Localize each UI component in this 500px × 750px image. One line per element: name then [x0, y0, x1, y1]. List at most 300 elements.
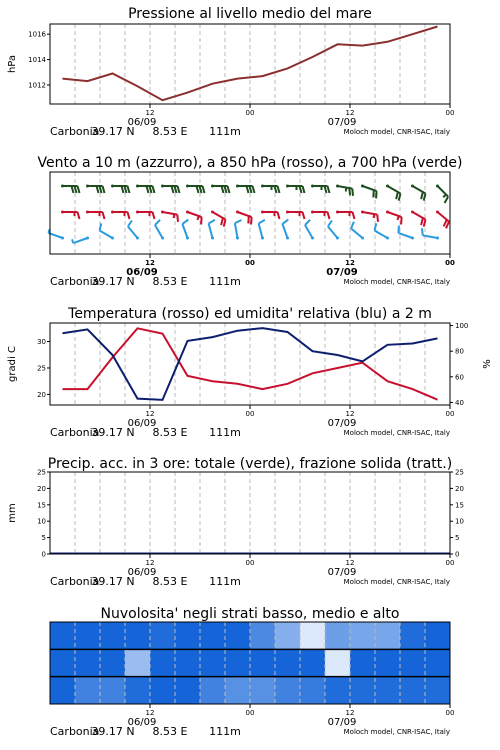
- cloud-cell: [275, 677, 301, 705]
- barb-flag: [128, 212, 130, 219]
- barb-origin: [286, 237, 289, 240]
- date-label: 06/09: [126, 267, 158, 278]
- x-tick-label: 00: [245, 410, 255, 418]
- barb-flag: [75, 186, 77, 193]
- x-tick-label: 00: [445, 410, 455, 418]
- barb-shaft: [305, 225, 313, 238]
- location-lat: 39.17 N: [91, 275, 135, 288]
- wind-barb: [305, 220, 314, 240]
- y-tick-label-right: 0: [455, 550, 460, 559]
- barb-origin: [411, 185, 414, 188]
- barb-origin: [211, 237, 214, 240]
- barb-flag: [153, 186, 155, 193]
- location-elev: 111m: [209, 725, 241, 738]
- barb-flag: [351, 222, 354, 229]
- cloud-cell: [100, 622, 126, 650]
- cloud-cell: [250, 649, 276, 677]
- barb-flag: [421, 218, 423, 225]
- barb-origin: [261, 237, 264, 240]
- barb-origin: [186, 211, 189, 214]
- location-lat: 39.17 N: [91, 575, 135, 588]
- barb-flag: [328, 186, 330, 193]
- wind-barb: [386, 211, 402, 225]
- barb-origin: [61, 185, 64, 188]
- barb-flag: [200, 186, 202, 193]
- wind-barb: [411, 211, 426, 227]
- barb-origin: [86, 237, 89, 240]
- wind-barb: [386, 185, 401, 201]
- wind-barb: [235, 220, 242, 240]
- barb-origin: [211, 211, 214, 214]
- barb-origin: [236, 211, 239, 214]
- barb-flag: [222, 186, 224, 193]
- barb-flag: [399, 194, 401, 201]
- wind-barb: [111, 185, 130, 194]
- y-tick-label-right: 25: [455, 468, 464, 477]
- wind-barb: [286, 185, 305, 194]
- barb-origin: [86, 185, 89, 188]
- barb-flag: [377, 215, 378, 222]
- x-tick-label: 12: [345, 259, 355, 267]
- barb-origin: [311, 237, 314, 240]
- barb-flag: [376, 191, 377, 198]
- location-name: Carbonia: [50, 275, 100, 288]
- barb-shaft: [375, 231, 388, 239]
- barb-origin: [186, 185, 189, 188]
- x-tick-label: 12: [145, 109, 155, 117]
- chart-title: Temperatura (rosso) ed umidita' relativa (blu) a 2 m: [68, 306, 432, 322]
- wind-barb: [259, 220, 265, 240]
- barb-shaft: [388, 212, 402, 217]
- y-tick-label-right: 15: [455, 501, 464, 510]
- wind-barb: [155, 220, 164, 240]
- x-tick-label: 12: [145, 559, 155, 567]
- cloud-cell: [350, 677, 376, 705]
- location-elev: 111m: [209, 426, 241, 439]
- barb-flag: [147, 186, 149, 193]
- barb-flag: [305, 220, 310, 225]
- barb-flag: [150, 186, 152, 193]
- barb-origin: [286, 185, 289, 188]
- x-tick-label: 00: [445, 709, 455, 717]
- cloud-cell: [200, 677, 226, 705]
- barb-half-flag: [174, 214, 175, 218]
- barb-origin: [436, 185, 439, 188]
- location-lon: 8.53 E: [152, 275, 188, 288]
- y-tick-label-right: 40: [455, 398, 464, 407]
- cloud-cell: [425, 622, 451, 650]
- cloud-cell: [175, 649, 201, 677]
- barb-flag: [197, 186, 199, 193]
- barb-origin: [136, 185, 139, 188]
- date-label: 07/09: [327, 117, 357, 128]
- barb-origin: [361, 185, 364, 188]
- chart-title: Vento a 10 m (azzurro), a 850 hPa (rosso), a 700 hPa (verde): [37, 155, 463, 171]
- barb-origin: [161, 211, 164, 214]
- cloud-cell: [100, 677, 126, 705]
- barb-flag: [209, 220, 215, 224]
- barb-flag: [78, 186, 80, 193]
- cloud-cell: [75, 677, 101, 705]
- barb-origin: [386, 185, 389, 188]
- barb-flag: [225, 186, 227, 193]
- barb-origin: [411, 237, 414, 240]
- cloud-cell: [325, 677, 351, 705]
- cloud-cell: [275, 649, 301, 677]
- x-tick-label: 12: [345, 109, 355, 117]
- wind-barb: [261, 185, 280, 194]
- y-tick-label-left: 15: [37, 501, 46, 510]
- barb-origin: [386, 237, 389, 240]
- barb-half-flag: [197, 216, 198, 220]
- barb-half-flag: [374, 214, 375, 218]
- wind-barb: [436, 211, 449, 229]
- wind-barb: [336, 211, 355, 220]
- location-lat: 39.17 N: [91, 426, 135, 439]
- barb-flag: [445, 197, 449, 203]
- barb-flag: [424, 194, 426, 201]
- wind-barb: [136, 185, 155, 194]
- y-tick-label-left: 30: [37, 338, 46, 347]
- barb-origin: [186, 237, 189, 240]
- cloud-cell: [225, 677, 251, 705]
- barb-origin: [111, 211, 114, 214]
- barb-flag: [259, 220, 265, 224]
- cloud-cell: [300, 622, 326, 650]
- barb-flag: [122, 186, 124, 193]
- wind-barb: [186, 211, 202, 225]
- y-tick-label-right: 10: [455, 517, 464, 526]
- barb-origin: [61, 211, 64, 214]
- y-axis-label: mm: [7, 503, 18, 523]
- y-axis-label-right: %: [482, 359, 493, 369]
- pressure-frame: [50, 24, 450, 104]
- wind-barb: [186, 185, 205, 194]
- wind-barb: [286, 211, 305, 220]
- y-tick-label: 1016: [28, 30, 46, 39]
- y-axis-label-left: gradi C: [7, 346, 18, 382]
- wind-barb: [86, 211, 105, 220]
- barb-flag: [172, 186, 174, 193]
- x-tick-label: 00: [445, 259, 455, 267]
- wind-barb: [411, 185, 426, 201]
- cloud-cell: [375, 622, 401, 650]
- barb-flag: [325, 186, 327, 193]
- location-name: Carbonia: [50, 125, 100, 138]
- cloud-cell: [375, 677, 401, 705]
- barb-flag: [401, 217, 402, 224]
- date-label: 07/09: [326, 267, 358, 278]
- barb-flag: [103, 212, 105, 219]
- cloud-cell: [250, 677, 276, 705]
- barb-shaft: [209, 224, 213, 239]
- y-tick-label-left: 25: [37, 364, 46, 373]
- location-lat: 39.17 N: [91, 725, 135, 738]
- location-elev: 111m: [209, 275, 241, 288]
- barb-flag: [275, 186, 277, 193]
- barb-flag: [247, 186, 249, 193]
- cloud-cell: [125, 622, 151, 650]
- barb-flag: [421, 192, 423, 199]
- cloud-cell: [150, 622, 176, 650]
- x-tick-label: 12: [345, 709, 355, 717]
- y-tick-label-left: 20: [37, 390, 46, 399]
- barb-flag: [177, 215, 178, 222]
- barb-flag: [201, 217, 202, 224]
- barb-shaft: [235, 223, 238, 238]
- location-name: Carbonia: [50, 725, 100, 738]
- y-tick-label-left: 25: [37, 468, 46, 477]
- barb-flag: [224, 220, 226, 227]
- barb-flag: [303, 212, 305, 219]
- x-tick-label: 00: [245, 259, 255, 267]
- x-tick-label: 00: [245, 709, 255, 717]
- barb-origin: [261, 211, 264, 214]
- cloud-cell: [400, 677, 426, 705]
- barb-flag: [373, 190, 374, 197]
- location-lon: 8.53 E: [152, 125, 188, 138]
- barb-flag: [78, 212, 80, 219]
- cloud-cell: [125, 677, 151, 705]
- barb-flag: [228, 186, 230, 193]
- barb-flag: [175, 186, 177, 193]
- wind-barb: [48, 229, 64, 239]
- barb-flag: [328, 212, 330, 219]
- cloud-cell: [75, 622, 101, 650]
- cloud-cell: [400, 622, 426, 650]
- barb-flag: [300, 186, 302, 193]
- cloud-cell: [200, 649, 226, 677]
- y-tick-label-right: 5: [455, 534, 460, 543]
- wind-barb: [211, 185, 230, 194]
- barb-origin: [361, 211, 364, 214]
- barb-shaft: [282, 224, 287, 238]
- location-elev: 111m: [209, 125, 241, 138]
- barb-origin: [336, 211, 339, 214]
- y-tick-label: 1012: [28, 81, 46, 90]
- cloud-cell: [300, 649, 326, 677]
- barb-half-flag: [443, 195, 446, 198]
- barb-flag: [282, 220, 288, 224]
- chart-title: Precip. acc. in 3 ore: totale (verde), frazione solida (tratt.): [47, 456, 453, 472]
- y-tick-label-right: 80: [455, 347, 464, 356]
- cloud-cell: [275, 622, 301, 650]
- x-tick-label: 12: [345, 410, 355, 418]
- date-label: 07/09: [327, 418, 357, 429]
- barb-flag: [328, 221, 332, 227]
- barb-origin: [111, 185, 114, 188]
- cloud-cell: [300, 677, 326, 705]
- barb-shaft: [259, 224, 263, 239]
- cloud-cell: [225, 622, 251, 650]
- y-tick-label-right: 100: [455, 322, 469, 331]
- date-label: 07/09: [327, 717, 357, 728]
- barb-flag: [125, 186, 127, 193]
- barb-flag: [424, 220, 426, 227]
- barb-shaft: [188, 212, 202, 217]
- location-lon: 8.53 E: [152, 426, 188, 439]
- barb-origin: [336, 185, 339, 188]
- barb-origin: [386, 211, 389, 214]
- credit: Moloch model, CNR-ISAC, Italy: [343, 728, 450, 736]
- barb-flag: [100, 186, 102, 193]
- x-tick-label: 12: [345, 559, 355, 567]
- cloud-cell: [50, 622, 76, 650]
- date-label: 06/09: [127, 418, 157, 429]
- barb-origin: [136, 237, 139, 240]
- cloud-cell: [100, 649, 126, 677]
- barb-flag: [396, 192, 398, 199]
- barb-shaft: [128, 227, 138, 239]
- y-tick-label-right: 60: [455, 373, 464, 382]
- cloud-cell: [75, 649, 101, 677]
- barb-shaft: [155, 225, 163, 238]
- cloud-cell: [175, 622, 201, 650]
- credit: Moloch model, CNR-ISAC, Italy: [343, 278, 450, 286]
- wind-barb: [398, 226, 414, 240]
- barb-half-flag: [397, 216, 398, 220]
- x-tick-label: 12: [145, 410, 155, 418]
- barb-flag: [250, 186, 252, 193]
- wind-barb: [61, 211, 80, 220]
- location-elev: 111m: [209, 575, 241, 588]
- cloud-cell: [425, 649, 451, 677]
- barb-flag: [253, 186, 255, 193]
- barb-flag: [221, 218, 223, 225]
- cloud-cell: [375, 649, 401, 677]
- cloud-cell: [400, 649, 426, 677]
- cloud-cell: [50, 649, 76, 677]
- barb-flag: [97, 186, 99, 193]
- barb-origin: [161, 185, 164, 188]
- x-tick-label: 12: [145, 259, 155, 267]
- x-tick-label: 00: [245, 559, 255, 567]
- y-tick-label-left: 20: [37, 484, 46, 493]
- y-tick-label-left: 5: [41, 534, 46, 543]
- y-axis-label: hPa: [7, 54, 18, 74]
- wind-barb: [111, 211, 130, 220]
- wind-barb: [236, 185, 255, 194]
- wind-barb: [328, 221, 339, 240]
- barb-shaft: [163, 212, 178, 215]
- credit: Moloch model, CNR-ISAC, Italy: [343, 578, 450, 586]
- wind-barb: [61, 185, 80, 194]
- barb-origin: [286, 211, 289, 214]
- barb-origin: [136, 211, 139, 214]
- barb-flag: [251, 217, 252, 224]
- y-tick-label: 1014: [28, 56, 46, 65]
- barb-origin: [236, 237, 239, 240]
- wind-barb: [261, 211, 280, 220]
- barb-origin: [211, 185, 214, 188]
- barb-origin: [111, 237, 114, 240]
- barb-flag: [178, 186, 180, 193]
- barb-origin: [61, 237, 64, 240]
- location-lon: 8.53 E: [152, 575, 188, 588]
- y-tick-label-left: 0: [41, 550, 46, 559]
- barb-shaft: [100, 231, 113, 239]
- barb-origin: [361, 237, 364, 240]
- wind-barb: [100, 223, 115, 239]
- cloud-cell: [200, 622, 226, 650]
- wind-barb: [311, 211, 330, 220]
- date-label: 06/09: [127, 567, 157, 578]
- barb-origin: [86, 211, 89, 214]
- wind-barb: [182, 220, 189, 240]
- wind-barb: [161, 185, 180, 194]
- barb-flag: [278, 212, 280, 219]
- cloud-cell: [350, 649, 376, 677]
- cloud-cell: [50, 677, 76, 705]
- location-lat: 39.17 N: [91, 125, 135, 138]
- barb-flag: [182, 220, 188, 224]
- barb-flag: [128, 186, 130, 193]
- wind-barb: [282, 220, 289, 240]
- wind-barb: [128, 221, 139, 240]
- barb-origin: [161, 237, 164, 240]
- wind-barb: [436, 185, 448, 204]
- barb-shaft: [351, 228, 363, 238]
- barb-shaft: [182, 224, 187, 238]
- cloud-cell: [325, 649, 351, 677]
- barb-flag: [352, 189, 353, 196]
- wind-barb: [351, 222, 364, 240]
- chart-title: Pressione al livello medio del mare: [128, 6, 372, 22]
- barb-half-flag: [346, 188, 347, 192]
- date-label: 06/09: [127, 117, 157, 128]
- barb-origin: [236, 185, 239, 188]
- barb-shaft: [328, 227, 338, 239]
- barb-origin: [436, 237, 439, 240]
- barb-origin: [311, 211, 314, 214]
- chart-title: Nuvolosita' negli strati basso, medio e alto: [100, 606, 400, 622]
- barb-flag: [203, 186, 205, 193]
- barb-origin: [311, 185, 314, 188]
- barb-flag: [248, 216, 249, 223]
- wind-barb: [361, 185, 377, 199]
- barb-flag: [353, 212, 355, 219]
- cloud-cell: [175, 677, 201, 705]
- barb-flag: [349, 188, 350, 195]
- cloud-cell: [225, 649, 251, 677]
- barb-origin: [336, 237, 339, 240]
- wind-barb: [86, 185, 105, 194]
- location-lon: 8.53 E: [152, 725, 188, 738]
- wind-barb: [211, 211, 226, 227]
- date-label: 07/09: [327, 567, 357, 578]
- barb-flag: [398, 226, 399, 233]
- barb-flag: [422, 228, 423, 235]
- barb-flag: [72, 186, 74, 193]
- x-tick-label: 12: [145, 709, 155, 717]
- barb-flag: [278, 186, 280, 193]
- wind-barb: [375, 223, 390, 239]
- y-tick-label-left: 10: [37, 517, 46, 526]
- date-label: 06/09: [127, 717, 157, 728]
- credit: Moloch model, CNR-ISAC, Italy: [343, 429, 450, 437]
- wind-barb: [209, 220, 215, 240]
- x-tick-label: 00: [245, 109, 255, 117]
- barb-half-flag: [72, 239, 73, 243]
- barb-shaft: [48, 233, 62, 238]
- barb-flag: [128, 221, 132, 227]
- cloud-cell: [250, 622, 276, 650]
- cloud-cell: [350, 622, 376, 650]
- x-tick-label: 00: [445, 109, 455, 117]
- wind-barb: [136, 211, 155, 220]
- barb-shaft: [73, 238, 87, 243]
- location-name: Carbonia: [50, 426, 100, 439]
